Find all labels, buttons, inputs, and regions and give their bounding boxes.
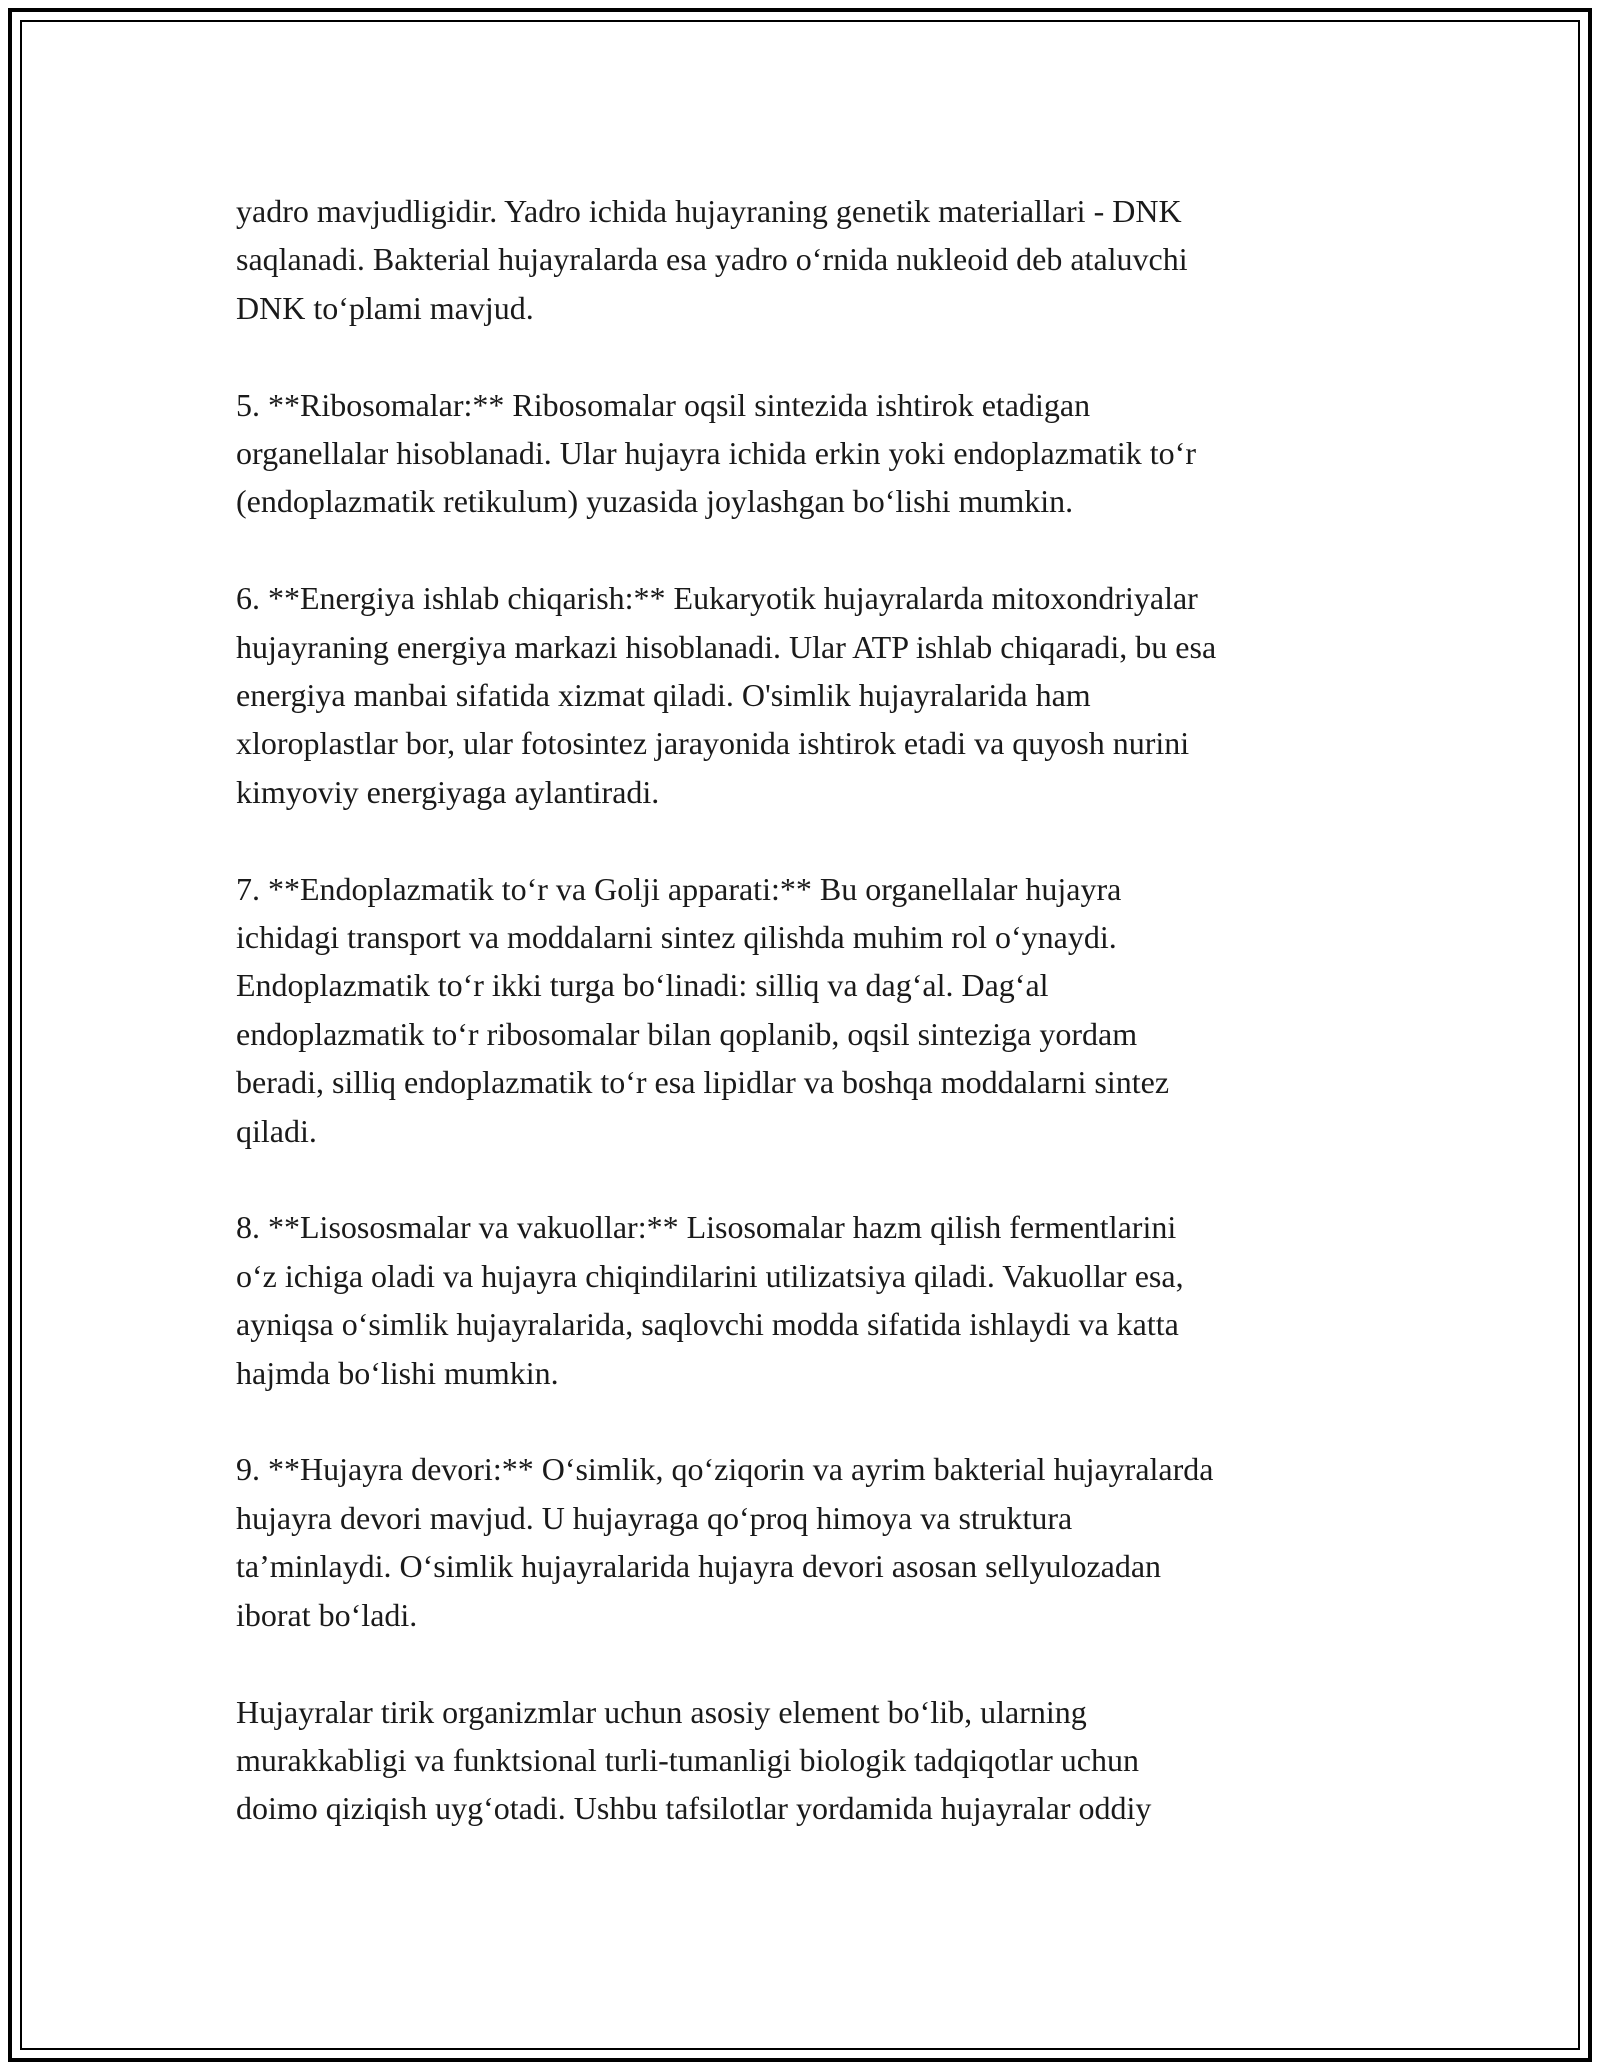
text-line: ayniqsa o‘simlik hujayralarida, saqlovchi modda sifatida ishlaydi va katta: [236, 1306, 1179, 1343]
text-line: iborat bo‘ladi.: [236, 1596, 418, 1633]
text-line: Endoplazmatik to‘r ikki turga bo‘linadi: silliq va dag‘al. Dag‘al: [236, 967, 1049, 1004]
text-line: xloroplastlar bor, ular fotosintez jarayonida ishtirok etadi va quyosh nurini: [236, 725, 1190, 762]
text-line: 8. **Lisososmalar va vakuollar:** Lisosomalar hazm qilish fermentlarini: [236, 1209, 1177, 1246]
text-line: ichidagi transport va moddalarni sintez qilishda muhim rol o‘ynaydi.: [236, 919, 1117, 956]
paragraph-cell-wall: [236, 1445, 1386, 1639]
text-line: murakkabligi va funktsional turli-tumanligi biologik tadqiqotlar uchun: [236, 1741, 1139, 1778]
text-line: saqlanadi. Bakterial hujayralarda esa yadro o‘rnida nukleoid deb ataluvchi: [236, 241, 1188, 278]
paragraph-ribosomes: [236, 381, 1386, 526]
text-line: hujayraning energiya markazi hisoblanadi. Ular ATP ishlab chiqaradi, bu esa: [236, 628, 1217, 665]
text-line: hujayra devori mavjud. U hujayraga qo‘proq himoya va struktura: [236, 1499, 1073, 1536]
paragraph-conclusion: [236, 1688, 1386, 1833]
paragraph-energy-production: [236, 574, 1386, 816]
text-line: o‘z ichiga oladi va hujayra chiqindilarini utilizatsiya qiladi. Vakuollar esa,: [236, 1257, 1184, 1294]
text-line: energiya manbai sifatida xizmat qiladi. O'simlik hujayralarida ham: [236, 677, 1091, 714]
text-line: beradi, silliq endoplazmatik to‘r esa lipidlar va boshqa moddalarni sintez: [236, 1064, 1170, 1101]
text-line: DNK to‘plami mavjud.: [236, 289, 534, 326]
text-line: 5. **Ribosomalar:** Ribosomalar oqsil sintezida ishtirok etadigan: [236, 386, 1091, 423]
text-line: qiladi.: [236, 1112, 317, 1149]
text-line: 6. **Energiya ishlab chiqarish:** Eukaryotik hujayralarda mitoxondriyalar: [236, 580, 1198, 617]
text-line: 7. **Endoplazmatik to‘r va Golji apparati:** Bu organellalar hujayra: [236, 870, 1122, 907]
text-line: Hujayralar tirik organizmlar uchun asosiy element bo‘lib, ularning: [236, 1693, 1087, 1730]
text-line: hajmda bo‘lishi mumkin.: [236, 1354, 559, 1391]
text-line: doimo qiziqish uyg‘otadi. Ushbu tafsilotlar yordamida hujayralar oddiy: [236, 1790, 1152, 1827]
text-line: yadro mavjudligidir. Yadro ichida hujayraning genetik materiallari - DNK: [236, 193, 1182, 229]
text-line: ta’minlaydi. O‘simlik hujayralarida hujayra devori asosan sellyulozadan: [236, 1548, 1162, 1585]
paragraph-lysosomes-vacuoles: [236, 1203, 1386, 1397]
text-line: kimyoviy energiyaga aylantiradi.: [236, 773, 660, 810]
document-body: [236, 187, 1386, 1833]
paragraph-nucleus-continued: [236, 187, 1386, 332]
text-line: (endoplazmatik retikulum) yuzasida joylashgan bo‘lishi mumkin.: [236, 483, 1074, 520]
text-line: organellalar hisoblanadi. Ular hujayra ichida erkin yoki endoplazmatik to‘r: [236, 435, 1196, 472]
paragraph-endoplasmic-golgi: [236, 865, 1386, 1155]
text-line: endoplazmatik to‘r ribosomalar bilan qoplanib, oqsil sinteziga yordam: [236, 1015, 1138, 1052]
text-line: 9. **Hujayra devori:** O‘simlik, qo‘ziqorin va ayrim bakterial hujayralarda: [236, 1451, 1214, 1488]
